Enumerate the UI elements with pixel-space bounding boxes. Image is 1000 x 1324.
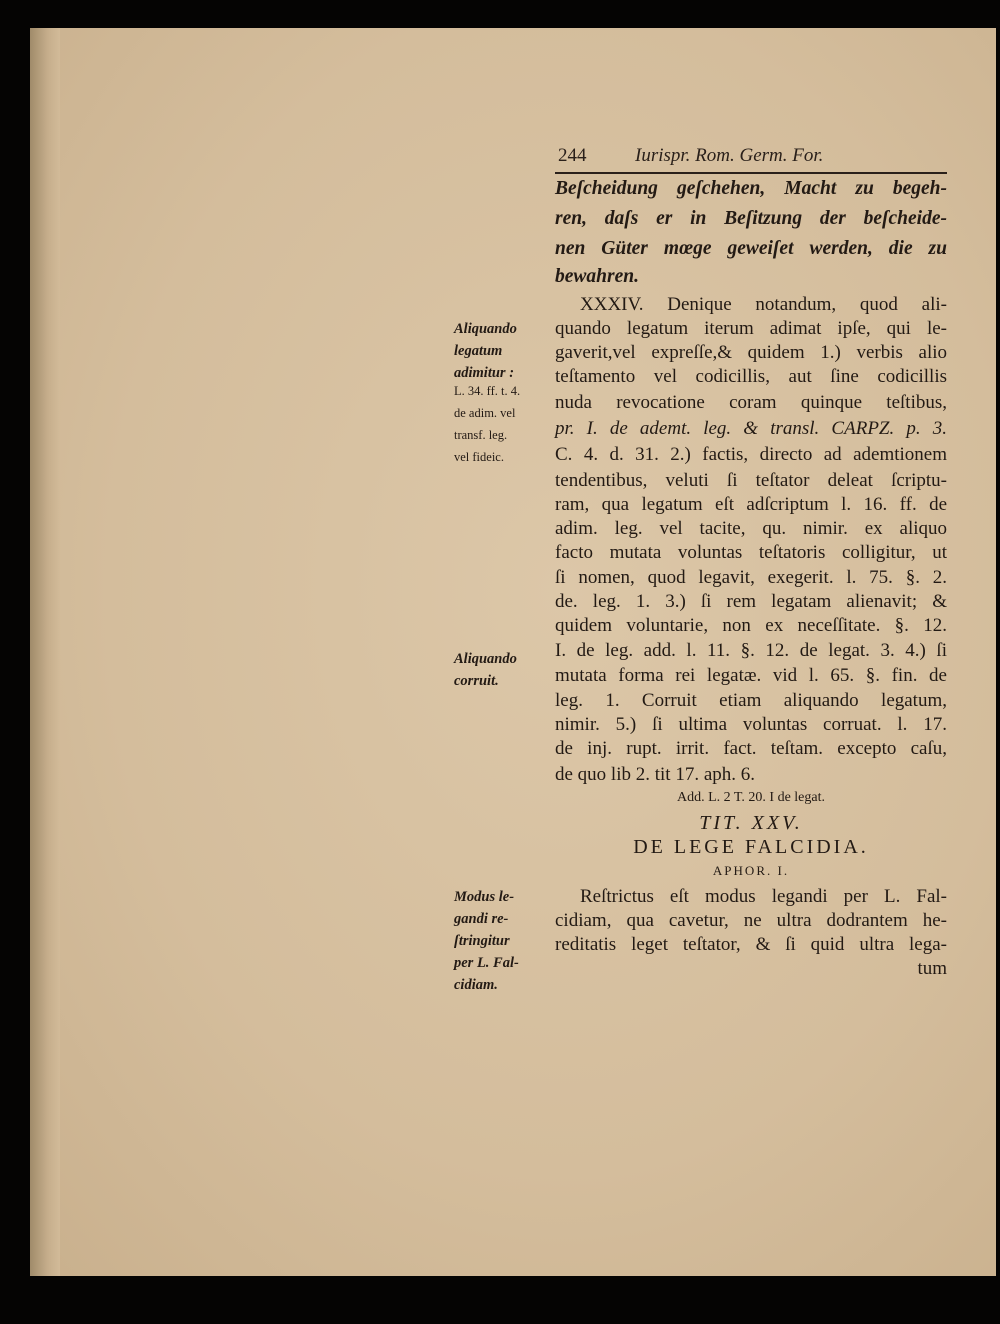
margin-note-reference: L. 34. ff. t. 4. de adim. vel transf. leg. vel fideic. xyxy=(454,384,521,464)
text-line: XXXIV. Denique notandum, quod ali- xyxy=(580,294,947,315)
text-line: teſtamento vel codicillis, aut ſine codicillis xyxy=(555,366,947,387)
margin-note-modus-legandi: Modus le- gandi re- ſtringitur per L. Fal- cidiam. xyxy=(454,889,519,993)
text-line: de quo lib 2. tit 17. aph. 6. xyxy=(555,764,756,785)
text-line: cidiam, qua cavetur, ne ultra dodrantem he- xyxy=(555,910,947,931)
text-line: de. leg. 1. 3.) ſi rem legatam alienavit; & xyxy=(555,591,947,612)
text-line: leg. 1. Corruit etiam aliquando legatum, xyxy=(555,690,947,711)
text-line: ren, daſs er in Beſitzung der beſcheide- xyxy=(555,208,947,229)
page-header xyxy=(555,142,947,174)
page-number: 244 xyxy=(558,145,587,166)
text-line: facto mutata voluntas teſtatoris colligitur, ut xyxy=(555,542,947,563)
text-line: adim. leg. vel tacite, qu. nimir. ex aliquo xyxy=(555,518,947,539)
text-line: DE LEGE FALCIDIA. xyxy=(633,836,869,858)
text-line: de inj. rupt. irrit. fact. teſtam. excepto caſu, xyxy=(555,738,947,759)
text-line: ſi nomen, quod legavit, exegerit. l. 75. §. 2. xyxy=(555,567,947,588)
text-line: nimir. 5.) ſi ultima voluntas corruat. l. 17. xyxy=(555,714,947,735)
text-line: quando legatum iterum adimat ipſe, qui le- xyxy=(555,318,947,339)
text-line: nuda revocatione coram quinque teſtibus, xyxy=(555,392,947,413)
text-line: nen Güter mœge geweiſet werden, die zu xyxy=(555,238,947,259)
text-line: bewahren. xyxy=(555,266,639,287)
text-line: C. 4. d. 31. 2.) factis, directo ad ademtionem xyxy=(555,444,947,465)
text-line: APHOR. I. xyxy=(712,863,790,878)
text-line: mutata forma rei legatæ. vid l. 65. §. fin. de xyxy=(555,665,947,686)
text-line: reditatis leget teſtator, & ſi quid ultra lega- xyxy=(555,934,947,955)
text-line: gaverit,vel expreſſe,& quidem 1.) verbis alio xyxy=(555,342,947,363)
margin-note-aliquando-adimitur: Aliquando legatum adimitur : xyxy=(454,321,517,381)
book-spine-shadow xyxy=(30,28,60,1276)
text-line: tum xyxy=(917,958,947,979)
text-line: Beſcheidung geſchehen, Macht zu begeh- xyxy=(555,178,947,199)
running-head: Iurispr. Rom. Germ. For. xyxy=(635,145,824,166)
text-line: quidem voluntarie, non ex neceſſitate. §. 12. xyxy=(555,615,947,636)
text-line: Reſtrictus eſt modus legandi per L. Fal- xyxy=(580,886,947,907)
text-line: pr. I. de ademt. leg. & transl. CARPZ. p. 3. xyxy=(555,418,947,439)
text-line: TIT. XXV. xyxy=(699,812,803,834)
text-line: tendentibus, veluti ſi teſtator deleat ſcriptu- xyxy=(555,470,947,491)
text-line: ram, qua legatum eſt adſcriptum l. 16. ff. de xyxy=(555,494,947,515)
margin-note-aliquando-corruit: Aliquando corruit. xyxy=(454,651,517,689)
text-line: I. de leg. add. l. 11. §. 12. de legat. 3. 4.) ſi xyxy=(555,640,947,661)
text-line: Add. L. 2 T. 20. I de legat. xyxy=(676,790,825,805)
